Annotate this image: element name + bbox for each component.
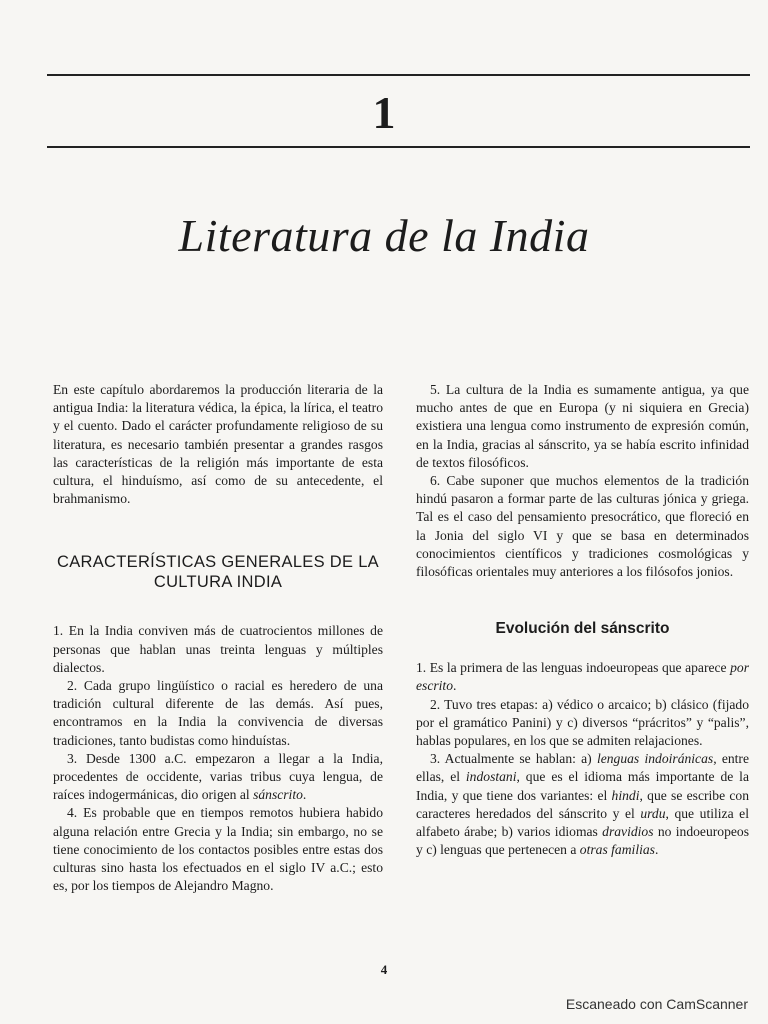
section-heading: CARACTERÍSTICAS GENERALES DE LA CULTURA INDIA: [57, 553, 379, 592]
evolucion-item-1: 1. Es la primera de las lenguas indoeuropeas que aparece por escrito.: [416, 660, 749, 694]
paragraph-5: 5. La cultura de la India es sumamente antigua, ya que mucho antes de que en Europa (y ni siquiera en Grecia) existiera una lengua como instrumento de expresión común, en la India, gracias al sánscrito, ya se había escrito infinidad de textos filosóficos.: [416, 382, 749, 470]
paragraph-2: 2. Cada grupo lingüístico o racial es heredero de una tradición cultural diferente de las demás. Así pues, encontramos en la India la convivencia de diversas tradiciones, tanto budistas como hinduístas.: [53, 678, 383, 748]
evolucion-item-2: 2. Tuvo tres etapas: a) védico o arcaico; b) clásico (fijado por el gramático Panini) y c) diversos “prácritos” y “palis”, hablas populares, en los que se admiten relajaciones.: [416, 696, 749, 749]
chapter-number: 1: [372, 87, 396, 138]
paragraph-1: 1. En la India conviven más de cuatrocientos millones de personas que hablan unas treinta lenguas y múltiples dialectos.: [53, 623, 383, 675]
top-rule: [47, 74, 750, 76]
paragraph-4: 4. Es probable que en tiempos remotos hubiera habido alguna relación entre Grecia y la India; sin embargo, no se tiene conocimiento de los contactos posibles entre estas dos culturas sino hasta los efectuados en el siglo IV a.C.; esto es, por los tiempos de Alejandro Magno.: [53, 805, 383, 894]
evolucion-item-3: 3. Actualmente se hablan: a) lenguas indoiránicas, entre ellas, el indostani, que es el idioma más importante de la India, y que tiene dos variantes: el hindi, que se escribe con caracteres heredados del sánscrito y el urdu, que utiliza el alfabeto árabe; b) varios idiomas dravidios no indoeuropeos y c) lenguas que pertenecen a otras familias.: [416, 751, 750, 858]
paragraph-3: 3. Desde 1300 a.C. empezaron a llegar a la India, procedentes de occidente, varias tribus cuya lengua, de raíces indogermánicas, dio origen al sánscrito.: [53, 750, 383, 803]
paragraph-6: 6. Cabe suponer que muchos elementos de la tradición hindú pasaron a formar parte de las culturas jónica y griega. Tal es el caso del pensamiento presocrático, que floreció en la Jonia del siglo VI y que se basa en determinados conocimientos científicos y tradiciones cosmológicas y filosóficas orientales muy anteriores a los filósofos jonios.: [416, 473, 749, 580]
bottom-rule: [47, 146, 750, 148]
subheading-evolucion: Evolución del sánscrito: [495, 620, 670, 638]
emphasis-sanscrito: sánscrito: [253, 787, 303, 803]
left-column: [53, 381, 383, 895]
page-number: 4: [380, 962, 388, 977]
intro-paragraph: En este capítulo abordaremos la producción literaria de la antigua India: la literatura védica, la épica, la lírica, el teatro y el cuento. Dado el carácter profundamente religioso de su literatura, es necesario también presentar a grandes rasgos las características de la religión más importante de esta cultura, el hinduísmo, así como de su antecedente, el brahmanismo.: [53, 382, 383, 507]
chapter-title: Literatura de la India: [178, 210, 590, 261]
right-column: [416, 381, 749, 859]
scanner-watermark: Escaneado con CamScanner: [565, 996, 748, 1012]
